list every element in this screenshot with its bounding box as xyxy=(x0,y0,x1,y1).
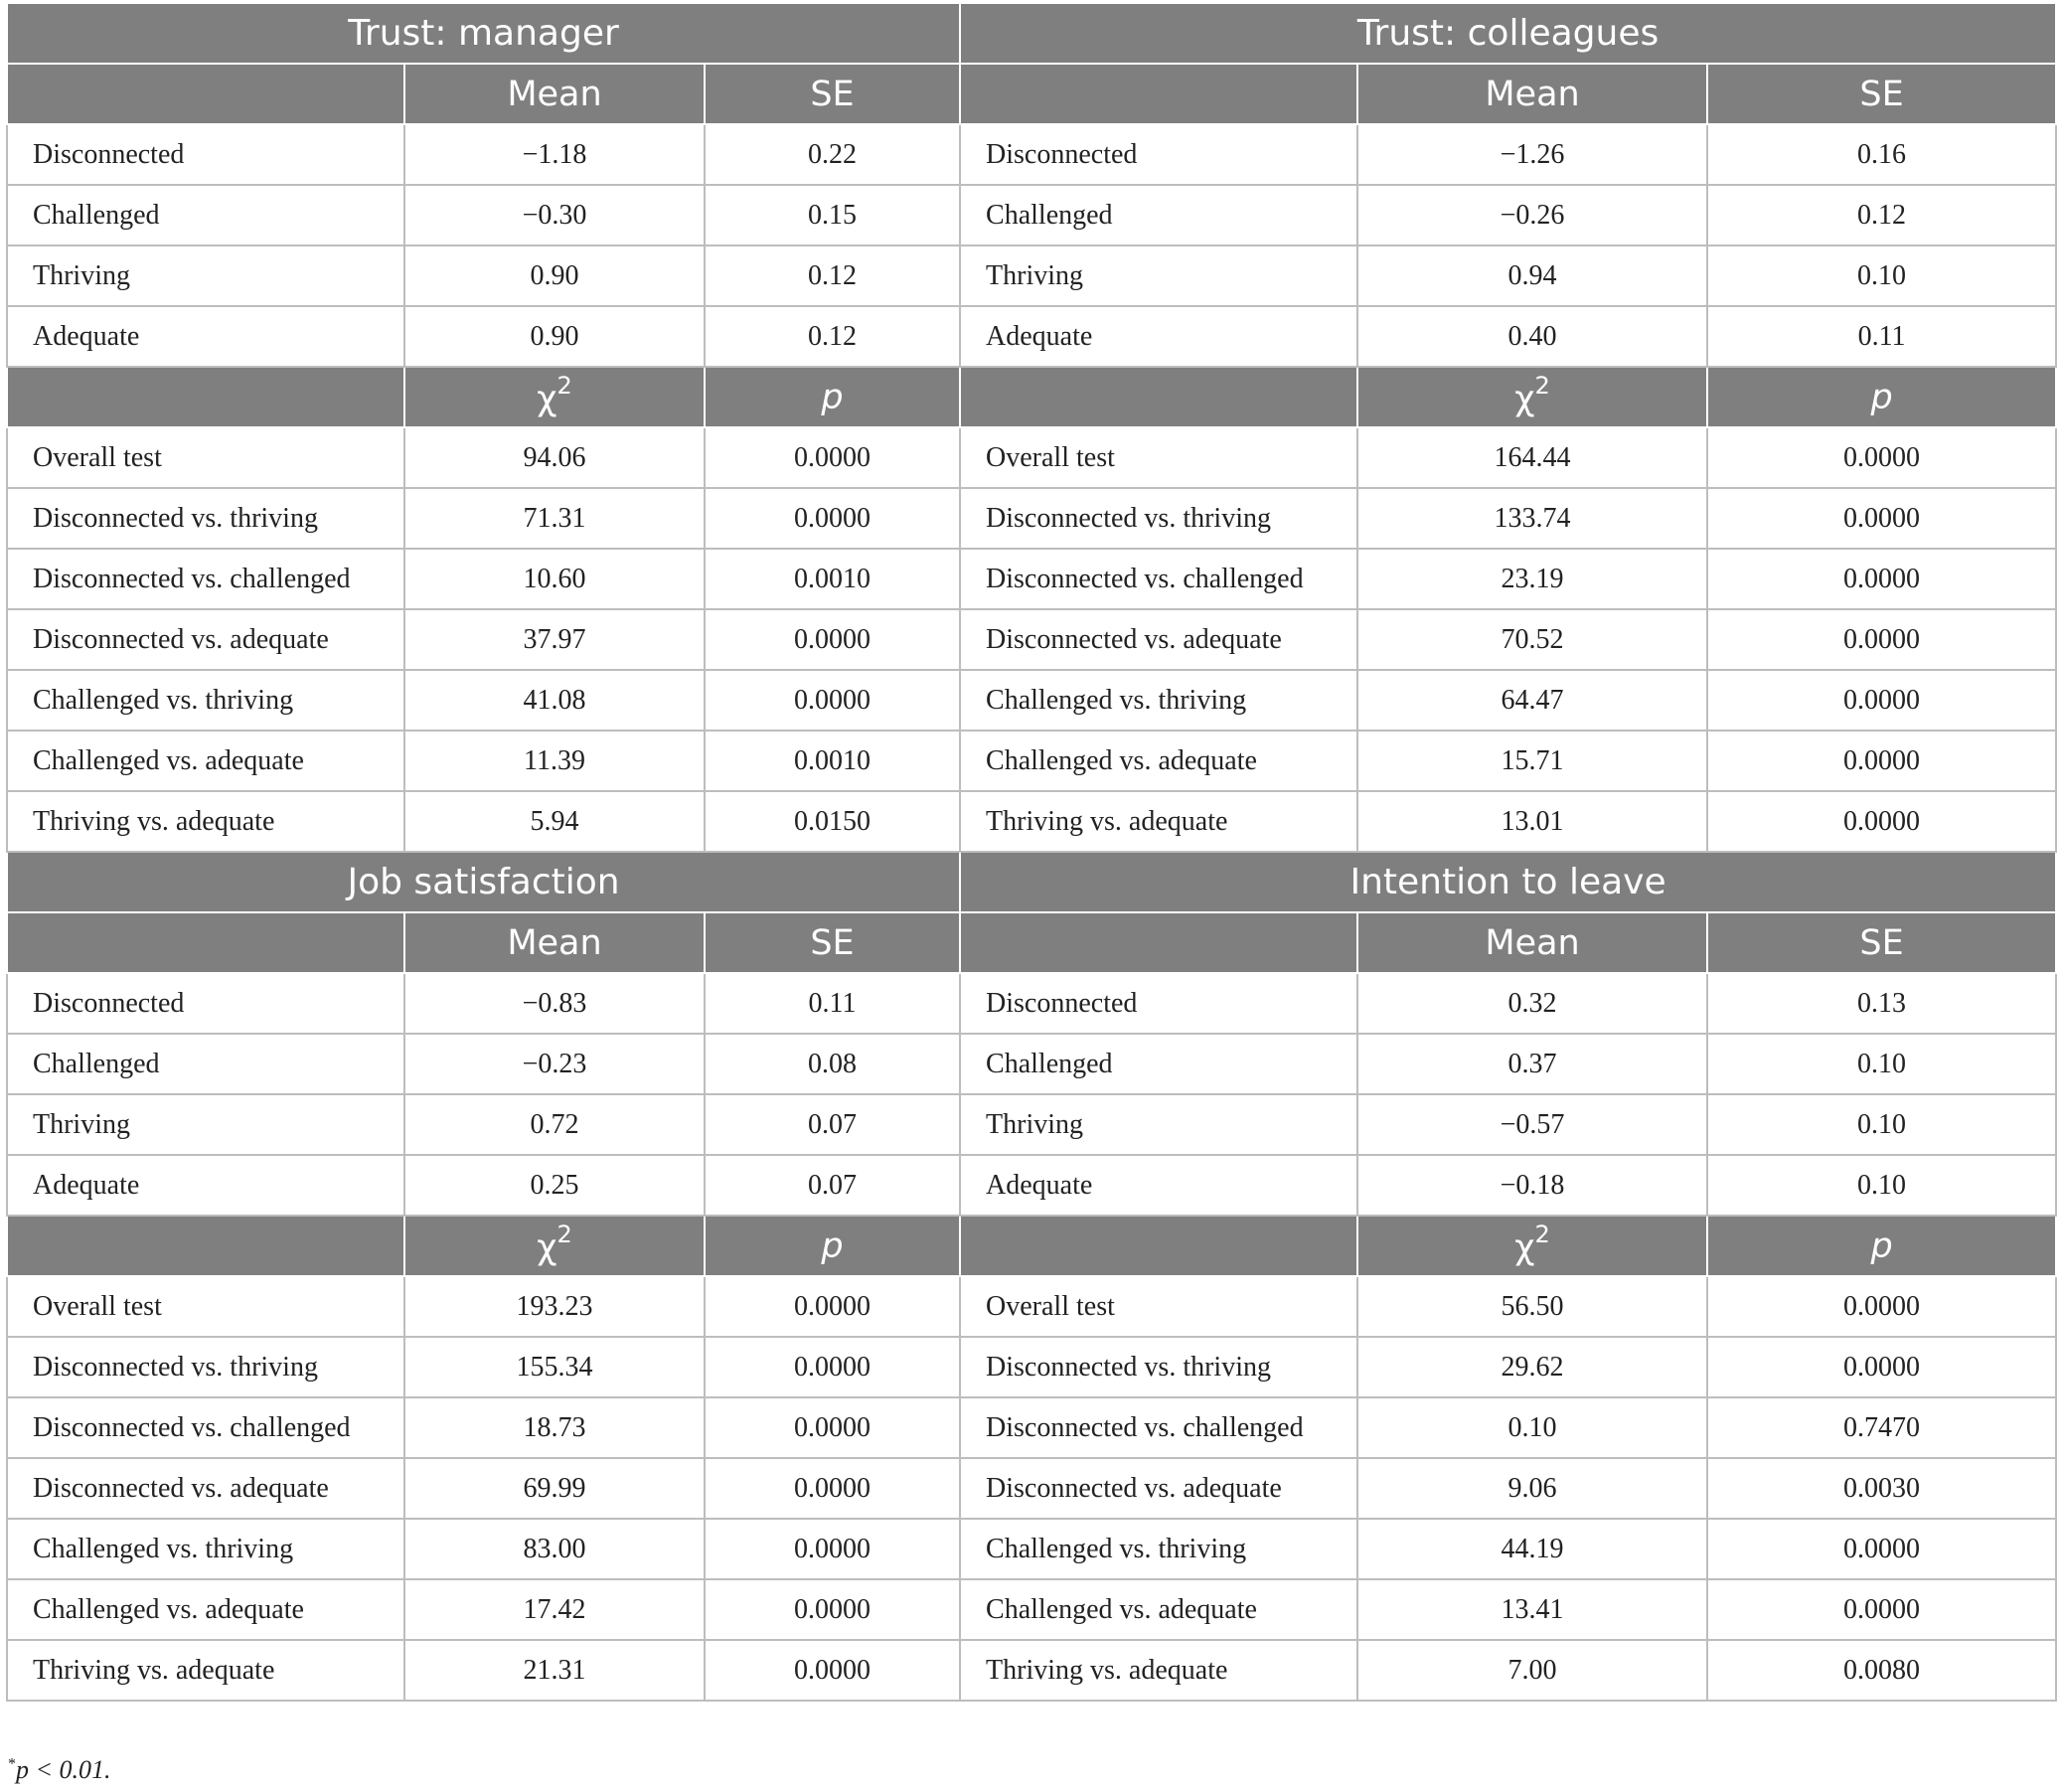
test-label: Thriving vs. adequate xyxy=(960,1640,1357,1701)
group-title: Trust: colleagues xyxy=(960,3,2056,64)
mean-row xyxy=(7,245,2056,306)
group-title: Job satisfaction xyxy=(7,852,960,912)
p-header: p xyxy=(1707,1216,2056,1276)
test-label: Challenged vs. thriving xyxy=(960,670,1357,731)
se-value: 0.12 xyxy=(705,245,960,306)
test-label: Challenged vs. thriving xyxy=(7,1519,404,1579)
empty-header-cell xyxy=(7,1216,404,1276)
group-label: Disconnected xyxy=(960,124,1357,185)
mean-header: Mean xyxy=(1357,912,1707,973)
test-label: Challenged vs. thriving xyxy=(960,1519,1357,1579)
table-footnote xyxy=(8,1755,111,1785)
p-value: 0.0080 xyxy=(1707,1640,2056,1701)
se-value: 0.10 xyxy=(1707,1094,2056,1155)
group-label: Thriving xyxy=(960,1094,1357,1155)
test-row xyxy=(7,1337,2056,1397)
test-label: Disconnected vs. thriving xyxy=(960,488,1357,549)
test-label: Disconnected vs. adequate xyxy=(960,1458,1357,1519)
p-value: 0.0030 xyxy=(1707,1458,2056,1519)
test-label: Disconnected vs. adequate xyxy=(960,609,1357,670)
se-header: SE xyxy=(705,912,960,973)
p-value: 0.0000 xyxy=(1707,1276,2056,1337)
mean-value: −0.18 xyxy=(1357,1155,1707,1216)
p-value: 0.0000 xyxy=(1707,488,2056,549)
mean-row xyxy=(7,124,2056,185)
test-row xyxy=(7,1579,2056,1640)
mean-value: 0.94 xyxy=(1357,245,1707,306)
mean-row xyxy=(7,973,2056,1034)
chi-p-header-row xyxy=(7,1216,2056,1276)
mean-se-header-row xyxy=(7,64,2056,124)
group-label: Thriving xyxy=(7,245,404,306)
p-header: p xyxy=(705,1216,960,1276)
p-value: 0.0000 xyxy=(705,1276,960,1337)
chi-square-header xyxy=(1357,1216,1707,1276)
p-value: 0.0000 xyxy=(705,1579,960,1640)
chi-square-value: 64.47 xyxy=(1357,670,1707,731)
test-row xyxy=(7,791,2056,852)
mean-row xyxy=(7,1155,2056,1216)
test-label: Disconnected vs. challenged xyxy=(7,1397,404,1458)
p-value: 0.0000 xyxy=(1707,791,2056,852)
test-label: Challenged vs. thriving xyxy=(7,670,404,731)
test-label: Overall test xyxy=(7,1276,404,1337)
test-row xyxy=(7,549,2056,609)
mean-header: Mean xyxy=(404,64,705,124)
chi-superscript: 2 xyxy=(556,1220,572,1248)
mean-value: −0.26 xyxy=(1357,185,1707,245)
se-value: 0.12 xyxy=(1707,185,2056,245)
p-value: 0.0010 xyxy=(705,549,960,609)
chi-superscript: 2 xyxy=(556,371,572,400)
chi-superscript: 2 xyxy=(1534,371,1550,400)
mean-se-header-row xyxy=(7,912,2056,973)
chi-square-value: 71.31 xyxy=(404,488,705,549)
test-label: Disconnected vs. adequate xyxy=(7,609,404,670)
mean-value: −0.30 xyxy=(404,185,705,245)
chi-superscript: 2 xyxy=(1534,1220,1550,1248)
chi-square-header xyxy=(404,1216,705,1276)
chi-square-value: 5.94 xyxy=(404,791,705,852)
test-label: Disconnected vs. challenged xyxy=(960,1397,1357,1458)
p-value: 0.0000 xyxy=(1707,427,2056,488)
test-row xyxy=(7,1276,2056,1337)
p-value: 0.0000 xyxy=(1707,609,2056,670)
p-value: 0.0000 xyxy=(1707,549,2056,609)
test-row xyxy=(7,1397,2056,1458)
test-label: Disconnected vs. thriving xyxy=(7,488,404,549)
chi-p-header-row xyxy=(7,367,2056,427)
se-header: SE xyxy=(1707,912,2056,973)
test-label: Thriving vs. adequate xyxy=(7,1640,404,1701)
se-value: 0.07 xyxy=(705,1155,960,1216)
mean-row xyxy=(7,306,2056,367)
test-label: Overall test xyxy=(7,427,404,488)
mean-value: 0.40 xyxy=(1357,306,1707,367)
group-label: Disconnected xyxy=(7,973,404,1034)
results-table xyxy=(6,2,2057,1702)
group-label: Thriving xyxy=(960,245,1357,306)
test-row xyxy=(7,1519,2056,1579)
test-label: Overall test xyxy=(960,427,1357,488)
footnote-text: p < 0.01. xyxy=(16,1755,111,1784)
chi-square-value: 13.41 xyxy=(1357,1579,1707,1640)
chi-square-value: 17.42 xyxy=(404,1579,705,1640)
group-label: Challenged xyxy=(7,1034,404,1094)
mean-value: −0.83 xyxy=(404,973,705,1034)
p-value: 0.0010 xyxy=(705,731,960,791)
se-value: 0.22 xyxy=(705,124,960,185)
footnote-marker: * xyxy=(8,1755,16,1773)
p-value: 0.0000 xyxy=(1707,670,2056,731)
test-label: Thriving vs. adequate xyxy=(7,791,404,852)
chi-square-value: 13.01 xyxy=(1357,791,1707,852)
chi-square-value: 193.23 xyxy=(404,1276,705,1337)
se-value: 0.16 xyxy=(1707,124,2056,185)
test-label: Challenged vs. adequate xyxy=(7,731,404,791)
test-row xyxy=(7,609,2056,670)
chi-square-value: 37.97 xyxy=(404,609,705,670)
chi-square-header xyxy=(404,367,705,427)
test-row xyxy=(7,1640,2056,1701)
p-value: 0.0000 xyxy=(1707,1337,2056,1397)
group-header-row xyxy=(7,3,2056,64)
group-label: Adequate xyxy=(960,1155,1357,1216)
chi-square-value: 11.39 xyxy=(404,731,705,791)
group-label: Thriving xyxy=(7,1094,404,1155)
mean-value: −1.18 xyxy=(404,124,705,185)
chi-square-value: 41.08 xyxy=(404,670,705,731)
p-value: 0.0000 xyxy=(1707,731,2056,791)
group-label: Disconnected xyxy=(960,973,1357,1034)
mean-row xyxy=(7,185,2056,245)
se-value: 0.10 xyxy=(1707,1155,2056,1216)
chi-square-value: 9.06 xyxy=(1357,1458,1707,1519)
test-row xyxy=(7,427,2056,488)
test-label: Challenged vs. adequate xyxy=(7,1579,404,1640)
se-header: SE xyxy=(705,64,960,124)
chi-square-value: 10.60 xyxy=(404,549,705,609)
se-value: 0.15 xyxy=(705,185,960,245)
group-header-row xyxy=(7,852,2056,912)
chi-symbol: χ xyxy=(537,1227,557,1268)
se-value: 0.13 xyxy=(1707,973,2056,1034)
group-label: Challenged xyxy=(7,185,404,245)
chi-square-value: 164.44 xyxy=(1357,427,1707,488)
se-value: 0.10 xyxy=(1707,1034,2056,1094)
group-label: Adequate xyxy=(960,306,1357,367)
test-label: Challenged vs. adequate xyxy=(960,1579,1357,1640)
chi-square-value: 23.19 xyxy=(1357,549,1707,609)
mean-value: 0.37 xyxy=(1357,1034,1707,1094)
p-value: 0.7470 xyxy=(1707,1397,2056,1458)
results-table-container xyxy=(6,2,2055,1702)
empty-header-cell xyxy=(960,367,1357,427)
se-value: 0.07 xyxy=(705,1094,960,1155)
chi-square-header xyxy=(1357,367,1707,427)
empty-header-cell xyxy=(7,367,404,427)
p-value: 0.0000 xyxy=(705,1640,960,1701)
chi-symbol: χ xyxy=(537,379,557,419)
se-value: 0.11 xyxy=(705,973,960,1034)
test-label: Overall test xyxy=(960,1276,1357,1337)
p-value: 0.0000 xyxy=(705,670,960,731)
test-row xyxy=(7,1458,2056,1519)
se-value: 0.11 xyxy=(1707,306,2056,367)
mean-row xyxy=(7,1094,2056,1155)
mean-row xyxy=(7,1034,2056,1094)
p-value: 0.0150 xyxy=(705,791,960,852)
chi-square-value: 133.74 xyxy=(1357,488,1707,549)
empty-header-cell xyxy=(960,1216,1357,1276)
p-value: 0.0000 xyxy=(1707,1519,2056,1579)
se-value: 0.12 xyxy=(705,306,960,367)
mean-header: Mean xyxy=(1357,64,1707,124)
chi-square-value: 56.50 xyxy=(1357,1276,1707,1337)
mean-value: 0.32 xyxy=(1357,973,1707,1034)
chi-square-value: 155.34 xyxy=(404,1337,705,1397)
test-label: Challenged vs. adequate xyxy=(960,731,1357,791)
chi-square-value: 15.71 xyxy=(1357,731,1707,791)
p-value: 0.0000 xyxy=(705,1458,960,1519)
empty-header-cell xyxy=(7,912,404,973)
p-value: 0.0000 xyxy=(705,427,960,488)
chi-square-value: 0.10 xyxy=(1357,1397,1707,1458)
p-value: 0.0000 xyxy=(705,1519,960,1579)
p-value: 0.0000 xyxy=(705,488,960,549)
chi-square-value: 7.00 xyxy=(1357,1640,1707,1701)
se-value: 0.08 xyxy=(705,1034,960,1094)
group-label: Adequate xyxy=(7,1155,404,1216)
group-label: Challenged xyxy=(960,185,1357,245)
test-label: Disconnected vs. challenged xyxy=(960,549,1357,609)
chi-symbol: χ xyxy=(1514,379,1535,419)
group-label: Challenged xyxy=(960,1034,1357,1094)
group-title: Intention to leave xyxy=(960,852,2056,912)
empty-header-cell xyxy=(960,912,1357,973)
chi-square-value: 83.00 xyxy=(404,1519,705,1579)
test-label: Disconnected vs. thriving xyxy=(7,1337,404,1397)
empty-header-cell xyxy=(960,64,1357,124)
chi-square-value: 29.62 xyxy=(1357,1337,1707,1397)
p-value: 0.0000 xyxy=(1707,1579,2056,1640)
mean-value: 0.90 xyxy=(404,306,705,367)
se-header: SE xyxy=(1707,64,2056,124)
group-label: Adequate xyxy=(7,306,404,367)
test-label: Disconnected vs. challenged xyxy=(7,549,404,609)
p-header: p xyxy=(1707,367,2056,427)
test-row xyxy=(7,488,2056,549)
group-title: Trust: manager xyxy=(7,3,960,64)
chi-square-value: 44.19 xyxy=(1357,1519,1707,1579)
chi-square-value: 69.99 xyxy=(404,1458,705,1519)
mean-value: −1.26 xyxy=(1357,124,1707,185)
chi-square-value: 94.06 xyxy=(404,427,705,488)
test-row xyxy=(7,670,2056,731)
se-value: 0.10 xyxy=(1707,245,2056,306)
mean-value: 0.72 xyxy=(404,1094,705,1155)
p-value: 0.0000 xyxy=(705,1397,960,1458)
empty-header-cell xyxy=(7,64,404,124)
chi-square-value: 18.73 xyxy=(404,1397,705,1458)
mean-header: Mean xyxy=(404,912,705,973)
test-row xyxy=(7,731,2056,791)
p-value: 0.0000 xyxy=(705,609,960,670)
group-label: Disconnected xyxy=(7,124,404,185)
mean-value: 0.25 xyxy=(404,1155,705,1216)
p-value: 0.0000 xyxy=(705,1337,960,1397)
chi-symbol: χ xyxy=(1514,1227,1535,1268)
mean-value: −0.23 xyxy=(404,1034,705,1094)
mean-value: −0.57 xyxy=(1357,1094,1707,1155)
chi-square-value: 21.31 xyxy=(404,1640,705,1701)
test-label: Disconnected vs. adequate xyxy=(7,1458,404,1519)
mean-value: 0.90 xyxy=(404,245,705,306)
chi-square-value: 70.52 xyxy=(1357,609,1707,670)
test-label: Disconnected vs. thriving xyxy=(960,1337,1357,1397)
test-label: Thriving vs. adequate xyxy=(960,791,1357,852)
p-header: p xyxy=(705,367,960,427)
